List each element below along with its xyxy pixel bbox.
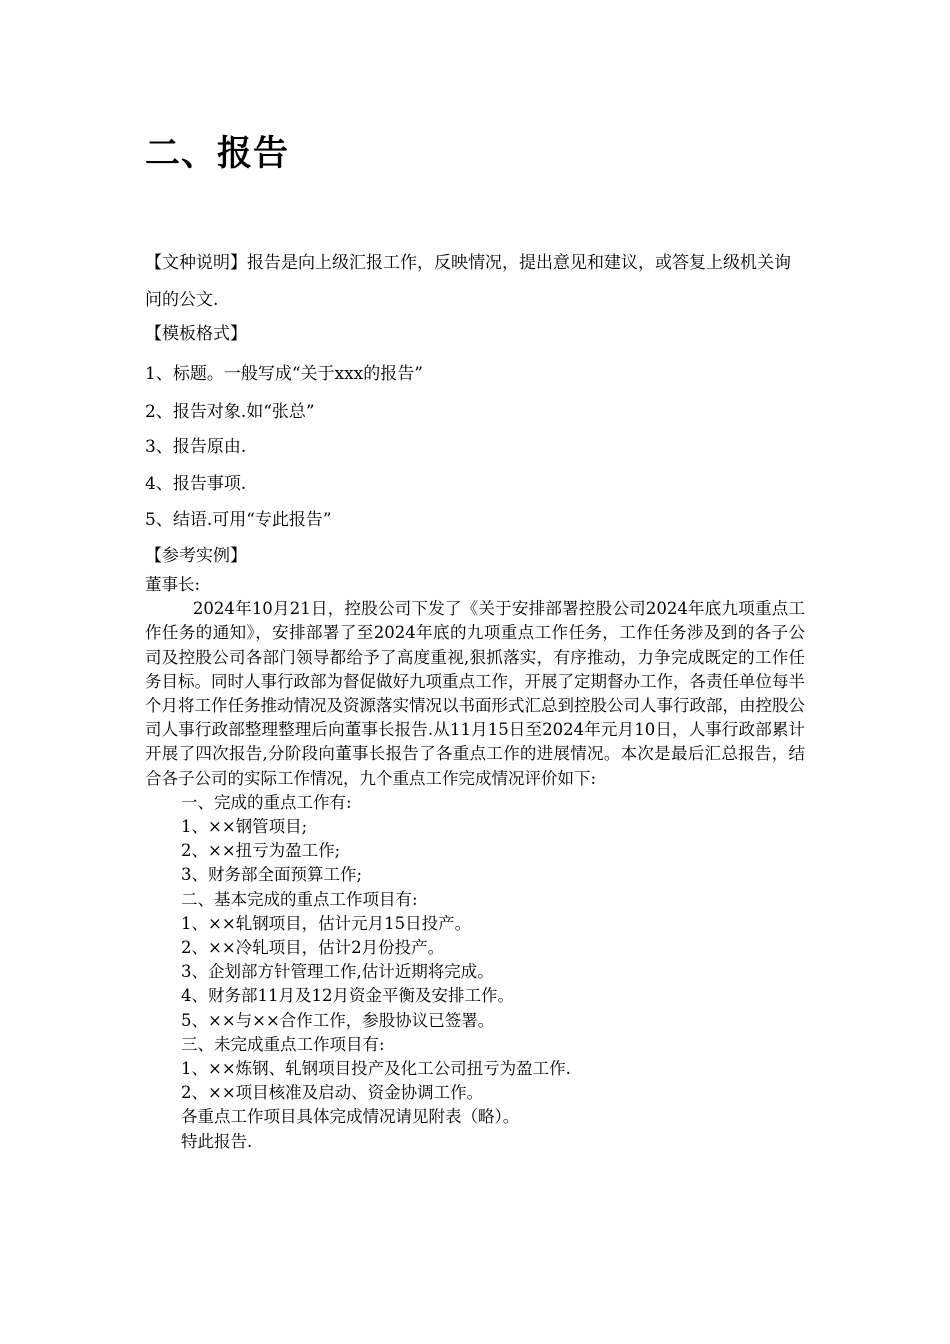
example-heading: 【参考实例】 <box>145 546 247 566</box>
genre-description: 【文种说明】报告是向上级汇报工作，反映情况，提出意见和建议，或答复上级机关询问的公文. <box>145 253 791 310</box>
template-item: 5、结语.可用“专此报告” <box>145 510 332 530</box>
attachment-note: 各重点工作项目具体完成情况请见附表（略）。 <box>181 1107 520 1127</box>
example-body <box>145 573 805 1154</box>
salutation: 董事长: <box>145 575 201 594</box>
list-item: 5、××与××合作工作，参股协议已签署。 <box>181 1010 495 1030</box>
list-item: 1、××炼钢、轧钢项目投产及化工公司扭亏为盈工作. <box>181 1059 571 1079</box>
list-item: 4、财务部11月及12月资金平衡及安排工作。 <box>181 986 514 1006</box>
section-heading: 二、基本完成的重点工作项目有: <box>181 889 418 909</box>
main-paragraph: 2024年10月21日，控股公司下发了《关于安排部署控股公司2024年底九项重点工作任务的通知》，安排部署了至2024年底的九项重点工作任务，工作任务涉及到的各子公司及控股公司各部门领导都给予了高度重视,狠抓落实，有序推动，力争完成既定的工作任务目标。同时人事行政部为督促做好九项重点工作，开展了定期督办工作，各责任单位每半个月将工作任务推动情况及资源落实情况以书面形式汇总到控股公司人事行政部，由控股公司人事行政部整理整理后向董事长报告.从11月15日至2024年元月10日，人事行政部累计开展了四次报告,分阶段向董事长报告了各重点工作的进展情况。本次是最后汇总报告，结合各子公司的实际工作情况，九个重点工作完成情况评价如下: <box>145 599 805 788</box>
list-item: 2、××冷轧项目，估计2月份投产。 <box>181 938 445 958</box>
list-item: 1、××钢管项目; <box>181 817 308 837</box>
list-item: 3、财务部全面预算工作; <box>181 865 363 885</box>
closing-line: 特此报告. <box>181 1131 253 1151</box>
template-item: 2、报告对象.如“张总” <box>145 402 315 422</box>
list-item: 2、××扭亏为盈工作; <box>181 841 341 861</box>
page-title: 二、报告 <box>145 134 290 174</box>
section-heading: 三、未完成重点工作项目有: <box>181 1034 385 1054</box>
template-heading: 【模板格式】 <box>145 324 247 344</box>
template-item: 4、报告事项. <box>145 474 247 494</box>
template-item: 3、报告原由. <box>145 437 247 457</box>
list-item: 2、××项目核准及启动、资金协调工作。 <box>181 1083 484 1103</box>
template-item: 1、标题。一般写成“关于xxx的报告” <box>145 364 423 384</box>
list-item: 3、企划部方针管理工作,估计近期将完成。 <box>181 962 494 982</box>
list-item: 1、××轧钢项目，估计元月15日投产。 <box>181 913 472 933</box>
section-heading: 一、完成的重点工作有: <box>181 792 352 812</box>
